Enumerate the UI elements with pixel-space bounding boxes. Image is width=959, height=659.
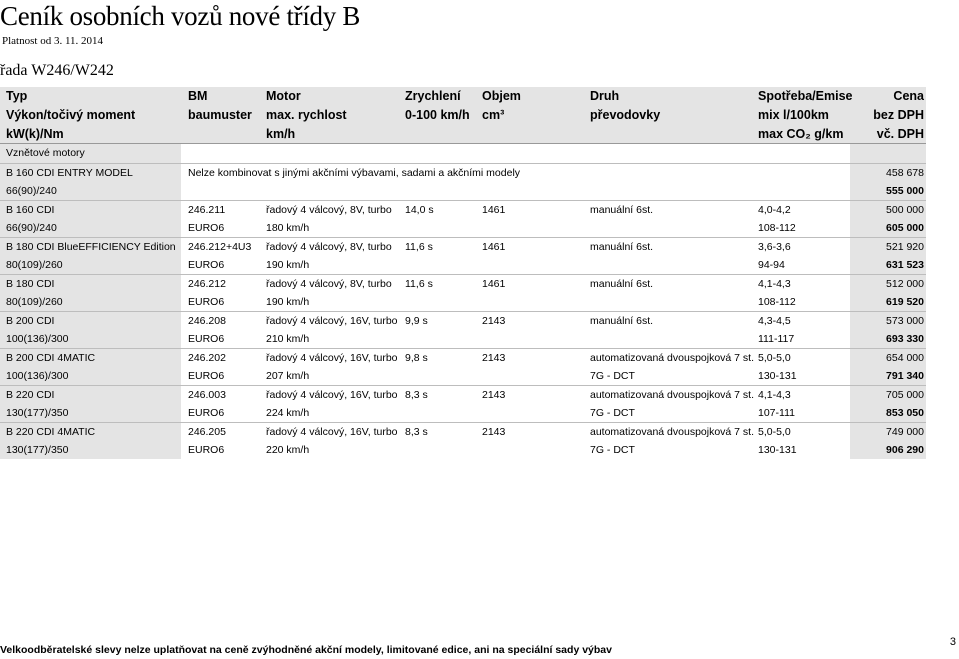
gearbox-type: 7G - DCT <box>590 407 635 419</box>
header-cell: kW(k)/Nm <box>6 127 64 141</box>
table-row <box>0 182 926 200</box>
max-speed: 224 km/h <box>266 407 310 419</box>
model-power: 66(90)/240 <box>0 182 181 200</box>
emission-norm: EURO6 <box>188 296 225 308</box>
consumption: 3,6-3,6 <box>758 241 791 253</box>
header-cell: max. rychlost <box>266 108 347 122</box>
header-cell: Typ <box>6 89 28 103</box>
price-with-vat: 791 340 <box>850 367 926 385</box>
consumption: 4,3-4,5 <box>758 315 791 327</box>
page-number: 3 <box>949 636 956 648</box>
consumption: 4,0-4,2 <box>758 204 791 216</box>
price-table <box>0 87 926 459</box>
header-cell: baumuster <box>188 108 252 122</box>
max-speed: 210 km/h <box>266 333 310 345</box>
acceleration: 9,8 s <box>405 352 428 364</box>
price-without-vat: 500 000 <box>850 201 926 219</box>
table-row <box>0 422 926 441</box>
volume: 2143 <box>482 389 506 401</box>
baumuster: 246.205 <box>188 426 226 438</box>
motor: řadový 4 válcový, 8V, turbo <box>266 241 392 253</box>
table-row <box>0 293 926 311</box>
header-row <box>0 125 926 144</box>
max-speed: 190 km/h <box>266 296 310 308</box>
header-cell: BM <box>188 89 208 103</box>
baumuster: 246.208 <box>188 315 226 327</box>
header-cell: 0-100 km/h <box>405 108 470 122</box>
gearbox-type: 7G - DCT <box>590 444 635 456</box>
gearbox: automatizovaná dvouspojková 7 st. <box>590 426 755 438</box>
header-cell: Zrychlení <box>405 89 461 103</box>
baumuster: 246.211 <box>188 204 226 216</box>
price-with-vat: 906 290 <box>850 441 926 459</box>
table-row <box>0 219 926 237</box>
acceleration: 8,3 s <box>405 426 428 438</box>
emission-norm: EURO6 <box>188 222 225 234</box>
gearbox-type: 7G - DCT <box>590 370 635 382</box>
gearbox: automatizovaná dvouspojková 7 st. <box>590 389 755 401</box>
header-cell: Spotřeba/Emise <box>758 89 853 103</box>
section-price-spacer <box>850 144 926 163</box>
table-row <box>0 274 926 293</box>
header-cell: převodovky <box>590 108 661 122</box>
baumuster: 246.212 <box>188 278 226 290</box>
consumption: 5,0-5,0 <box>758 352 791 364</box>
header-row <box>0 87 926 106</box>
motor: řadový 4 válcový, 8V, turbo <box>266 204 392 216</box>
header-cell: mix l/100km <box>758 108 829 122</box>
gearbox: manuální 6st. <box>590 241 654 253</box>
max-speed: 207 km/h <box>266 370 310 382</box>
acceleration: 14,0 s <box>405 204 434 216</box>
model-power: 66(90)/240 <box>0 219 181 237</box>
table-row <box>0 311 926 330</box>
co2-emissions: 94-94 <box>758 259 785 271</box>
motor: řadový 4 válcový, 8V, turbo <box>266 278 392 290</box>
header-cell: Cena <box>893 89 924 103</box>
model-name: B 220 CDI 4MATIC <box>0 423 181 441</box>
price-with-vat: 693 330 <box>850 330 926 348</box>
acceleration: 9,9 s <box>405 315 428 327</box>
table-row <box>0 404 926 422</box>
header-cell: vč. DPH <box>876 127 924 141</box>
price-with-vat: 631 523 <box>850 256 926 274</box>
emission-norm: EURO6 <box>188 444 225 456</box>
consumption: 5,0-5,0 <box>758 426 791 438</box>
price-without-vat: 705 000 <box>850 386 926 404</box>
page-title: Ceník osobních vozů nové třídy B <box>0 1 361 31</box>
co2-emissions: 107-111 <box>758 407 795 419</box>
motor: řadový 4 válcový, 16V, turbo <box>266 389 398 401</box>
acceleration: 11,6 s <box>405 241 433 253</box>
model-name: B 200 CDI <box>0 312 181 330</box>
co2-emissions: 130-131 <box>758 444 797 456</box>
price-with-vat: 605 000 <box>850 219 926 237</box>
baumuster: 246.212+4U3 <box>188 241 252 253</box>
header-cell: Druh <box>590 89 620 103</box>
table-row <box>0 367 926 385</box>
footer-note: Velkoodběratelské slevy nelze uplatňovat na ceně zvýhodněné akční modely, limitované edice, ani na speciální sady výbav <box>0 644 612 656</box>
emission-norm: EURO6 <box>188 259 225 271</box>
co2-emissions: 111-117 <box>758 333 795 345</box>
co2-emissions: 108-112 <box>758 296 796 308</box>
model-power: 100(136)/300 <box>0 330 181 348</box>
emission-norm: EURO6 <box>188 407 225 419</box>
gearbox: manuální 6st. <box>590 204 654 216</box>
model-power: 130(177)/350 <box>0 441 181 459</box>
header-cell: max CO₂ g/km <box>758 127 844 141</box>
gearbox: manuální 6st. <box>590 315 654 327</box>
volume: 2143 <box>482 352 506 364</box>
header-row <box>0 106 926 125</box>
max-speed: 180 km/h <box>266 222 310 234</box>
price-without-vat: 654 000 <box>850 349 926 367</box>
baumuster: 246.202 <box>188 352 226 364</box>
max-speed: 190 km/h <box>266 259 310 271</box>
model-name: B 180 CDI BlueEFFICIENCY Edition <box>0 238 181 256</box>
volume: 2143 <box>482 426 506 438</box>
model-name: B 160 CDI ENTRY MODEL <box>0 164 181 182</box>
consumption: 4,1-4,3 <box>758 389 791 401</box>
table-row <box>0 441 926 459</box>
baumuster: 246.003 <box>188 389 226 401</box>
table-row <box>0 256 926 274</box>
model-name: B 220 CDI <box>0 386 181 404</box>
price-with-vat: 619 520 <box>850 293 926 311</box>
model-power: 130(177)/350 <box>0 404 181 422</box>
section-label: Vznětové motory <box>0 144 181 163</box>
model-power: 80(109)/260 <box>0 293 181 311</box>
header-cell: bez DPH <box>873 108 924 122</box>
volume: 1461 <box>482 278 506 290</box>
header-cell: Výkon/točivý moment <box>6 108 136 122</box>
motor: řadový 4 válcový, 16V, turbo <box>266 352 398 364</box>
price-without-vat: 749 000 <box>850 423 926 441</box>
model-name: B 180 CDI <box>0 275 181 293</box>
table-row <box>0 163 926 182</box>
table-row <box>0 348 926 367</box>
gearbox: automatizovaná dvouspojková 7 st. <box>590 352 755 364</box>
price-with-vat: 853 050 <box>850 404 926 422</box>
volume: 1461 <box>482 241 506 253</box>
price-without-vat: 512 000 <box>850 275 926 293</box>
header-cell: Objem <box>482 89 521 103</box>
volume: 2143 <box>482 315 506 327</box>
emission-norm: EURO6 <box>188 370 225 382</box>
model-power: 100(136)/300 <box>0 367 181 385</box>
price-without-vat: 458 678 <box>850 164 926 182</box>
price-without-vat: 521 920 <box>850 238 926 256</box>
price-without-vat: 573 000 <box>850 312 926 330</box>
table-row <box>0 385 926 404</box>
header-cell: km/h <box>266 127 296 141</box>
co2-emissions: 130-131 <box>758 370 797 382</box>
header-cell: cm³ <box>482 108 505 122</box>
table-row <box>0 330 926 348</box>
acceleration: 11,6 s <box>405 278 433 290</box>
consumption: 4,1-4,3 <box>758 278 791 290</box>
acceleration: 8,3 s <box>405 389 428 401</box>
emission-norm: EURO6 <box>188 333 225 345</box>
validity-date: Platnost od 3. 11. 2014 <box>2 35 104 47</box>
table-row <box>0 200 926 219</box>
section-row <box>0 144 926 163</box>
max-speed: 220 km/h <box>266 444 310 456</box>
price-with-vat: 555 000 <box>850 182 926 200</box>
series-heading: řada W246/W242 <box>0 62 114 79</box>
table-row <box>0 237 926 256</box>
model-name: B 160 CDI <box>0 201 181 219</box>
motor: řadový 4 válcový, 16V, turbo <box>266 315 398 327</box>
header-cell: Motor <box>266 89 301 103</box>
motor: řadový 4 válcový, 16V, turbo <box>266 426 398 438</box>
model-note: Nelze kombinovat s jinými akčními výbavami, sadami a akčními modely <box>188 167 521 179</box>
co2-emissions: 108-112 <box>758 222 796 234</box>
model-power: 80(109)/260 <box>0 256 181 274</box>
gearbox: manuální 6st. <box>590 278 654 290</box>
model-name: B 200 CDI 4MATIC <box>0 349 181 367</box>
volume: 1461 <box>482 204 506 216</box>
